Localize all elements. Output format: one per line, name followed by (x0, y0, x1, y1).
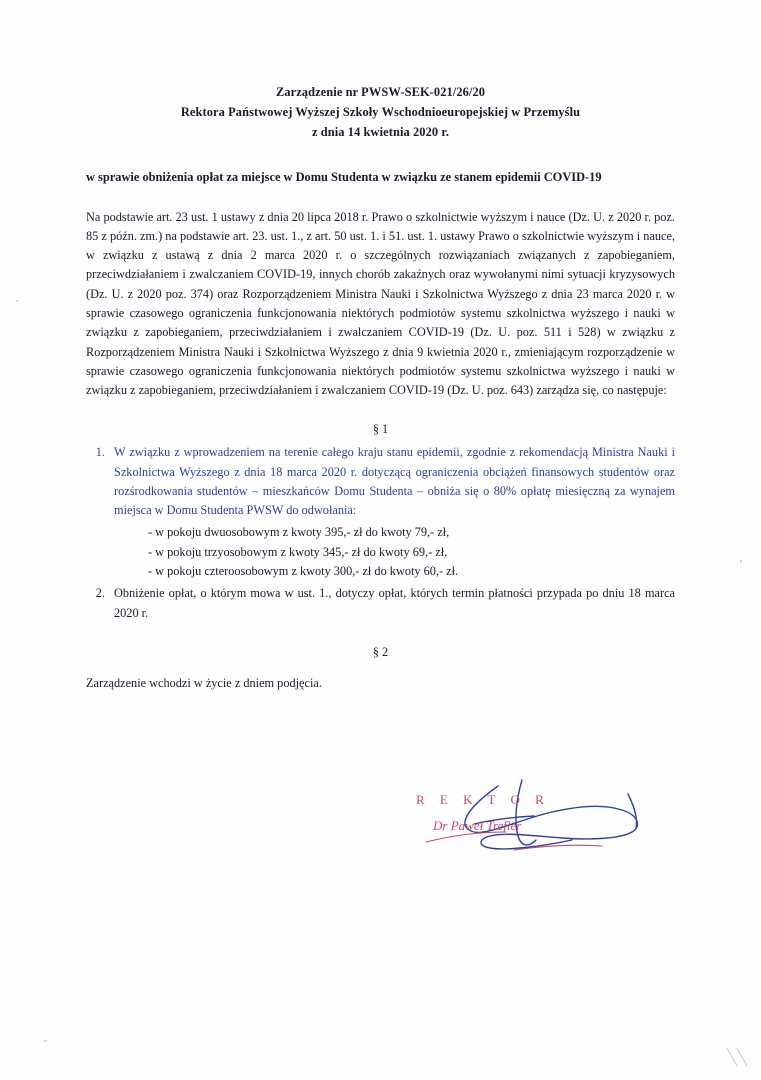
title-line-1: Zarządzenie nr PWSW-SEK-021/26/20 (275, 85, 486, 99)
scan-speck (740, 560, 742, 563)
title-line-2: Rektora Państwowej Wyższej Szkoły Wschodnioeuropejskiej w Przemyślu (180, 105, 581, 120)
handwritten-signature-icon (366, 770, 686, 870)
page-corner-mark-icon (725, 1046, 751, 1068)
scan-speck (44, 1040, 47, 1042)
clause-item-1 (108, 443, 675, 582)
document-subject: w sprawie obniżenia opłat za miejsce w Domu Studenta w związku ze stanem epidemii COVID-19 (86, 170, 602, 185)
document-body (86, 82, 675, 693)
clause-1-text: W związku z wprowadzeniem na terenie całego kraju stanu epidemii, zgodnie z rekomendacją Ministra Nauki i Szkolnictwa Wyższego z dnia 18 marca 2020 r. dotyczącą ograniczenia obciążeń finansowych studentów oraz rozśrodkowania studentów – mieszkańców Domu Studenta – obniża się o 80% opłatę miesięczną za wynajem miejsca w Domu Studenta PWSW do odwołania: (114, 445, 675, 518)
rate-item-quadruple-room: - w pokoju czteroosobowym z kwoty 300,- zł do kwoty 60,- zł. (148, 564, 459, 579)
scan-speck (16, 300, 18, 302)
legal-basis-paragraph: Na podstawie art. 23 ust. 1 ustawy z dnia 20 lipca 2018 r. Prawo o szkolnictwie wyższym i nauce (Dz. U. z 2020 r. poz. 85 z późn. zm.) na podstawie art. 23. ust. 1., z art. 50 ust. 1. i 51. ust. 1. ustawy Prawo o szkolnictwie wyższym i nauce, w związku z ustawą z dnia 2 marca 2020 r. o szczególnych rozwiązaniach związanych z zapobieganiem, przeciwdziałaniem i zwalczaniem COVID-19, innych chorób zakaźnych oraz wywołanymi nimi sytuacji kryzysowych (Dz. U. z 2020 poz. 374) oraz Rozporządzeniem Ministra Nauki i Szkolnictwa Wyższego z dnia 23 marca 2020 r. w sprawie czasowego ograniczenia funkcjonowania niektórych podmiotów systemu szkolnictwa wyższego i nauki w związku z zapobieganiem, przeciwdziałaniem i zwalczaniem COVID-19 (Dz. U. poz. 511 i 528) w związku z Rozporządzeniem Ministra Nauki i Szkolnictwa Wyższego z dnia 9 kwietnia 2020 r., zmieniającym rozporządzenie w sprawie czasowego ograniczenia funkcjonowania niektórych podmiotów systemu szkolnictwa wyższego i nauki w związku z zapobieganiem, przeciwdziałaniem i zwalczaniem COVID-19 (Dz. U. poz. 643) zarządza się, co następuje: (86, 209, 675, 398)
closing-paragraph: Zarządzenie wchodzi w życie z dniem podjęcia. (86, 675, 322, 690)
signature-block (86, 770, 675, 880)
rate-list (114, 523, 675, 583)
signature-role-label: R E K T O R (416, 792, 550, 807)
document-title (86, 82, 675, 142)
signature-name-label: Dr Paweł Trefler (433, 818, 522, 833)
section-1-marker: § 1 (372, 422, 389, 437)
clause-item-2: 2. Obniżenie opłat, o którym mowa w ust. 1., dotyczy opłat, których termin płatności przypada po dniu 18 marca 2020 r. (108, 584, 675, 623)
rate-item-double-room: - w pokoju dwuosobowym z kwoty 395,- zł do kwoty 79,- zł, (148, 524, 450, 539)
section-1-clause-list (86, 443, 675, 623)
section-2-marker: § 2 (372, 644, 389, 659)
rate-item-triple-room: - w pokoju trzyosobowym z kwoty 345,- zł do kwoty 69,- zł, (148, 544, 448, 559)
title-line-3: z dnia 14 kwietnia 2020 r. (311, 125, 450, 140)
